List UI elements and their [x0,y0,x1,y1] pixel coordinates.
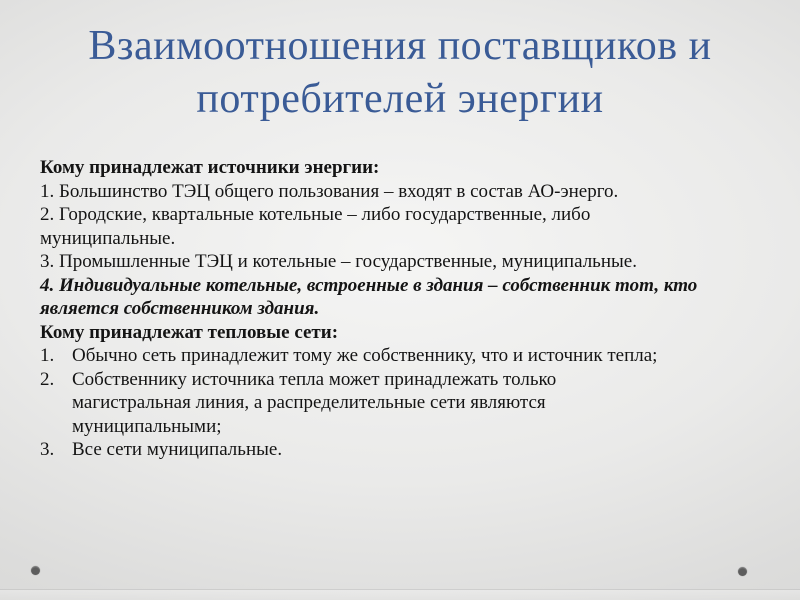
decorative-dot-right [738,567,747,576]
heading-heat-networks: Кому принадлежат тепловые сети: [40,321,339,343]
list-item [40,344,716,368]
list-item-text: Все сети муниципальные. [72,439,283,460]
slide-body-text [40,156,716,462]
list-item [40,438,716,462]
list-item-number: 1. [40,345,55,366]
list-item-number: 3. [40,439,55,460]
slide-title-line-1: Взаимоотношения поставщиков и [88,23,712,69]
source-item-4: 4. Индивидуальные котельные, встроенные в здания – собственник тот, кто является собственником здания. [40,274,698,319]
source-item-3: 3. Промышленные ТЭЦ и котельные – государственные, муниципальные. [40,251,637,272]
list-item-number: 2. [40,368,55,390]
bottom-divider [0,589,800,600]
decorative-dot-left [31,566,40,575]
heading-energy-sources: Кому принадлежат источники энергии: [40,157,380,178]
list-item-text: Собственнику источника тепла может принадлежать только магистральная линия, а распределительные сети являются муниципальными; [72,368,557,437]
list-item-text: Обычно сеть принадлежит тому же собственнику, что и источник тепла; [72,345,658,366]
slide-title [0,20,800,126]
slide-title-line-2: потребителей энергии [196,76,604,122]
heat-networks-list [40,344,716,462]
source-item-2: 2. Городские, квартальные котельные – либо государственные, либо муниципальные. [40,204,591,249]
source-item-1: 1. Большинство ТЭЦ общего пользования – входят в состав АО-энерго. [40,180,619,202]
list-item [40,368,716,439]
